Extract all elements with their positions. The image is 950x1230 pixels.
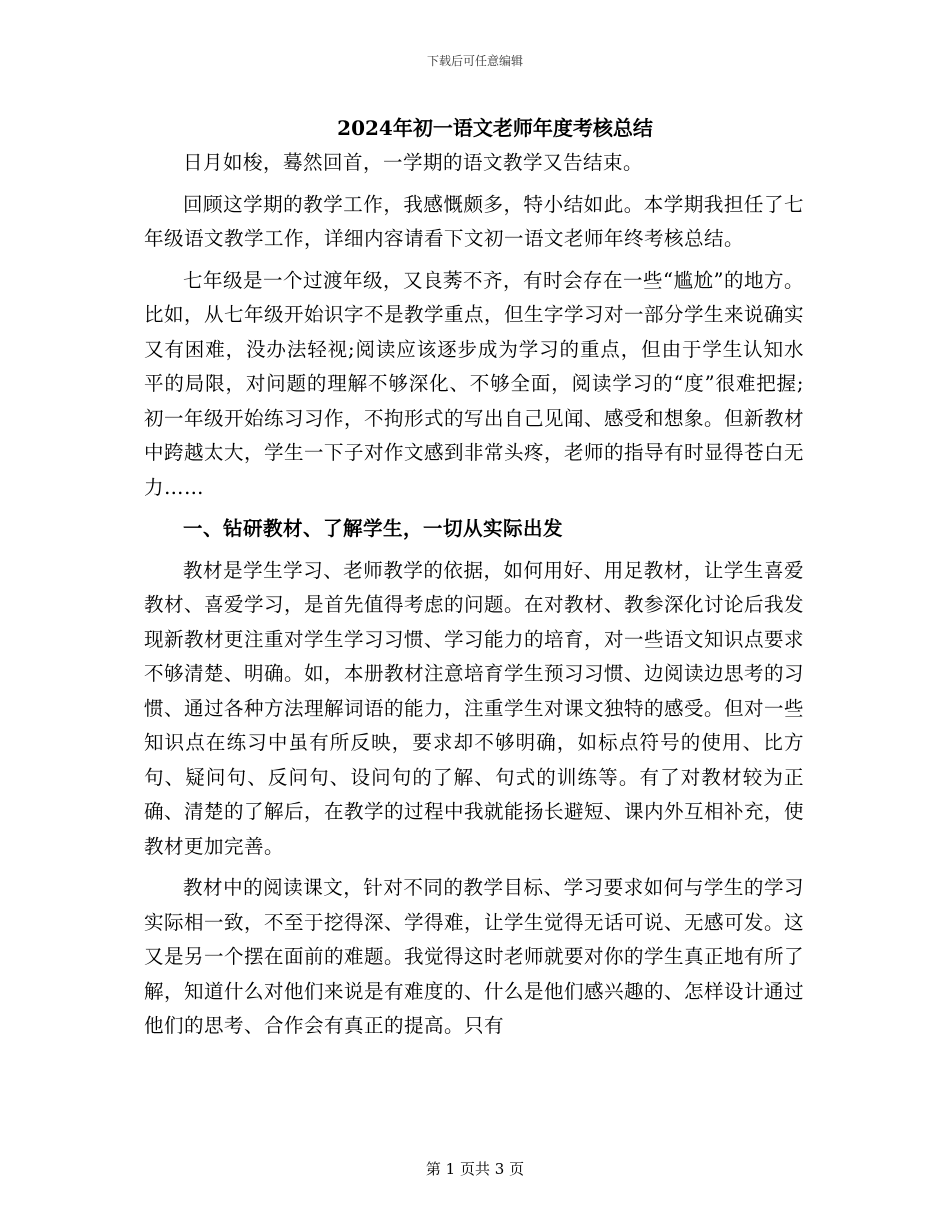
paragraph-2: 回顾这学期的教学工作，我感慨颇多，特小结如此。本学期我担任了七年级语文教学工作，详细内容请看下文初一语文老师年终考核总结。 <box>144 192 804 250</box>
paragraph-5: 教材中的阅读课文，针对不同的教学目标、学习要求如何与学生的学习实际相一致，不至于挖得深、学得难，让学生觉得无话可说、无感可发。这又是另一个摆在面前的难题。我觉得这时老师就要对你的学生真正地有所了解，知道什么对他们来说是有难度的、什么是他们感兴趣的、怎样设计通过他们的思考、合作会有真正的提高。只有 <box>144 876 805 1037</box>
document-body <box>144 146 804 1044</box>
paragraph-3: 七年级是一个过渡年级，又良莠不齐，有时会存在一些“尴尬”的地方。比如，从七年级开始识字不是教学重点，但生字学习对一部分学生来说确实又有困难，没办法轻视;阅读应该逐步成为学习的重点，但由于学生认知水平的局限，对问题的理解不够深化、不够全面，阅读学习的“度”很难把握;初一年级开始练习习作，不拘形式的写出自己见闻、感受和想象。但新教材中跨越太大，学生一下子对作文感到非常头疼，老师的指导有时显得苍白无力…… <box>144 268 805 499</box>
section-heading-1: 一、钻研教材、了解学生，一切从实际出发 <box>183 517 564 540</box>
page-number-footer: 第 1 页共 3 页 <box>425 1160 525 1178</box>
document-title: 2024年初一语文老师年度考核总结 <box>337 116 653 140</box>
paragraph-1: 日月如梭，蓦然回首，一学期的语文教学又告结束。 <box>183 151 644 174</box>
paragraph-4: 教材是学生学习、老师教学的依据，如何用好、用足教材，让学生喜爱教材、喜爱学习，是首先值得考虑的问题。在对教材、教参深化讨论后我发现新教材更注重对学生学习习惯、学习能力的培育，对一些语文知识点要求不够清楚、明确。如，本册教材注意培育学生预习习惯、边阅读边思考的习惯、通过各种方法理解词语的能力，注重学生对课文独特的感受。但对一些知识点在练习中虽有所反映，要求却不够明确，如标点符号的使用、比方句、疑问句、反问句、设问句的了解、句式的训练等。有了对教材较为正确、清楚的了解后，在教学的过程中我就能扬长避短、课内外互相补充，使教材更加完善。 <box>144 558 805 858</box>
page-header-note: 下载后可任意编辑 <box>426 54 523 68</box>
